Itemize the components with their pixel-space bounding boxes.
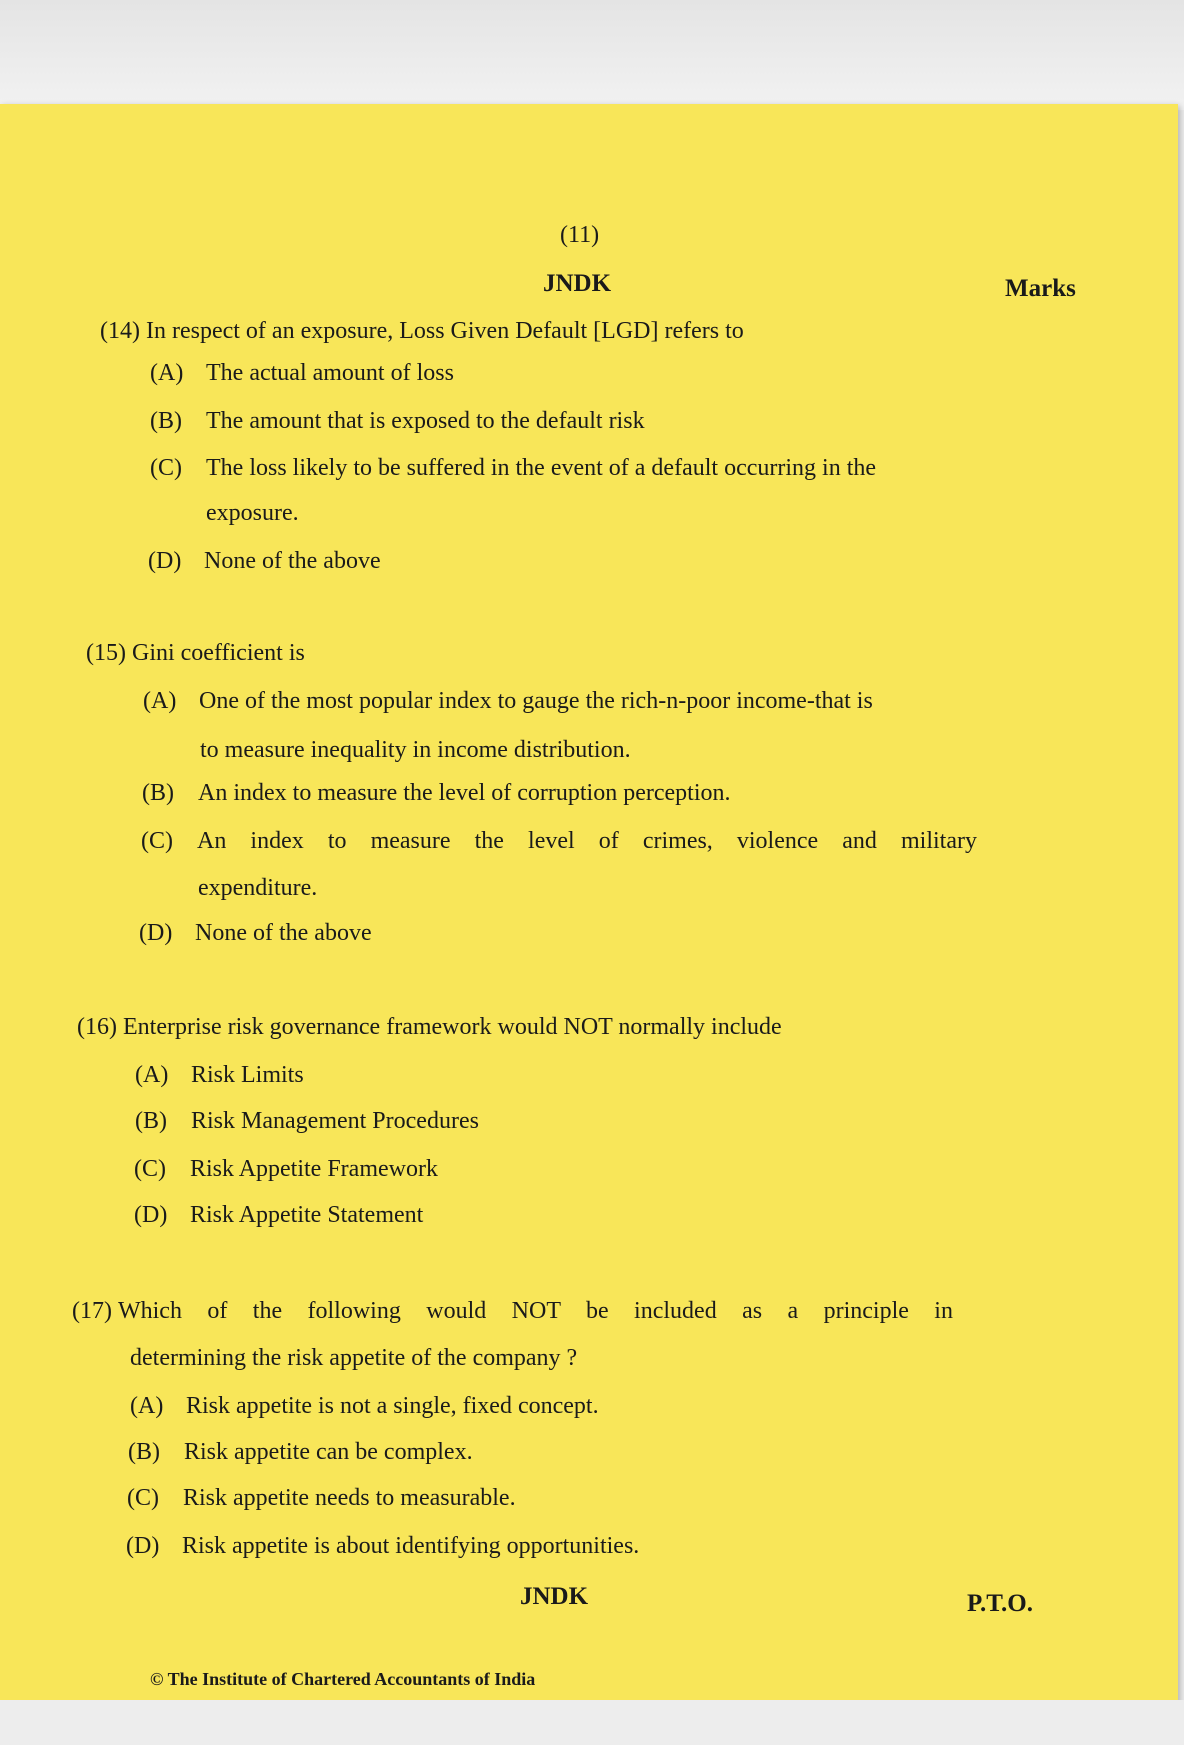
option-text: The loss likely to be suffered in the event of a default occurring in the xyxy=(206,455,877,481)
page-bottom-edge xyxy=(0,1700,1184,1745)
option-text: Risk Appetite Statement xyxy=(190,1202,424,1228)
please-turn-over: P.T.O. xyxy=(967,1590,1033,1617)
marks-column-label: Marks xyxy=(1005,275,1076,302)
page-top-edge xyxy=(0,0,1184,110)
page-number: (11) xyxy=(560,222,600,248)
question-number: (15) xyxy=(86,640,126,666)
option-a xyxy=(143,688,873,715)
option-d xyxy=(126,1533,639,1560)
option-label: (B) xyxy=(135,1108,167,1134)
option-label: (A) xyxy=(135,1062,169,1088)
option-text: An index to measure the level of crimes, violence and military xyxy=(197,828,977,854)
option-text: Risk Limits xyxy=(191,1062,304,1088)
option-text: Risk appetite can be complex. xyxy=(184,1439,473,1465)
option-text: Risk appetite is about identifying opportunities. xyxy=(182,1533,640,1559)
option-label: (D) xyxy=(139,920,173,946)
option-text: Risk Appetite Framework xyxy=(190,1156,438,1182)
option-label: (D) xyxy=(126,1533,160,1559)
option-text: None of the above xyxy=(195,920,372,946)
option-label: (C) xyxy=(134,1156,166,1182)
option-c xyxy=(134,1156,438,1183)
question-text: Enterprise risk governance framework would NOT normally include xyxy=(122,1014,782,1040)
paper-code-header: JNDK xyxy=(543,270,612,297)
option-b xyxy=(142,780,731,807)
question-14 xyxy=(100,318,744,345)
question-16 xyxy=(77,1014,782,1041)
option-c xyxy=(127,1485,516,1512)
option-text: One of the most popular index to gauge the rich-n-poor income-that is xyxy=(199,688,873,714)
option-b xyxy=(128,1439,473,1466)
option-a xyxy=(130,1393,599,1420)
option-c xyxy=(141,828,977,855)
option-label: (B) xyxy=(150,408,182,434)
question-number: (14) xyxy=(100,318,140,344)
option-a xyxy=(150,360,454,387)
question-15 xyxy=(86,640,305,667)
copyright-notice: © The Institute of Chartered Accountants of India xyxy=(150,1669,536,1689)
question-number: (17) xyxy=(72,1298,112,1324)
question-text-continued: determining the risk appetite of the company ? xyxy=(130,1345,578,1371)
option-text: The actual amount of loss xyxy=(206,360,454,386)
option-label: (C) xyxy=(127,1485,159,1511)
question-17 xyxy=(72,1298,953,1325)
option-d xyxy=(148,548,381,575)
option-text-continued: expenditure. xyxy=(198,875,318,901)
option-d xyxy=(134,1202,423,1229)
option-b xyxy=(150,408,645,435)
question-text: In respect of an exposure, Loss Given Default [LGD] refers to xyxy=(145,318,744,344)
option-label: (A) xyxy=(143,688,177,714)
option-d xyxy=(139,920,372,947)
option-c xyxy=(150,455,876,482)
question-number: (16) xyxy=(77,1014,117,1040)
paper-code-footer: JNDK xyxy=(520,1583,589,1610)
option-a xyxy=(135,1062,304,1089)
option-text: Risk appetite is not a single, fixed concept. xyxy=(186,1393,599,1419)
option-text-continued: to measure inequality in income distribution. xyxy=(200,737,631,763)
question-text: Gini coefficient is xyxy=(131,640,305,666)
option-text: None of the above xyxy=(204,548,381,574)
option-text: The amount that is exposed to the default risk xyxy=(206,408,645,434)
option-text: Risk Management Procedures xyxy=(191,1108,479,1134)
option-text: An index to measure the level of corruption perception. xyxy=(198,780,731,806)
option-label: (B) xyxy=(128,1439,160,1465)
option-text: Risk appetite needs to measurable. xyxy=(183,1485,516,1511)
option-label: (C) xyxy=(150,455,182,481)
question-text: Which of the following would NOT be included as a principle in xyxy=(117,1298,953,1324)
option-b xyxy=(135,1108,479,1135)
option-label: (B) xyxy=(142,780,174,806)
option-label: (D) xyxy=(148,548,182,574)
option-label: (A) xyxy=(130,1393,164,1419)
option-label: (C) xyxy=(141,828,173,854)
option-label: (A) xyxy=(150,360,184,386)
option-label: (D) xyxy=(134,1202,168,1228)
option-text-continued: exposure. xyxy=(206,500,299,526)
